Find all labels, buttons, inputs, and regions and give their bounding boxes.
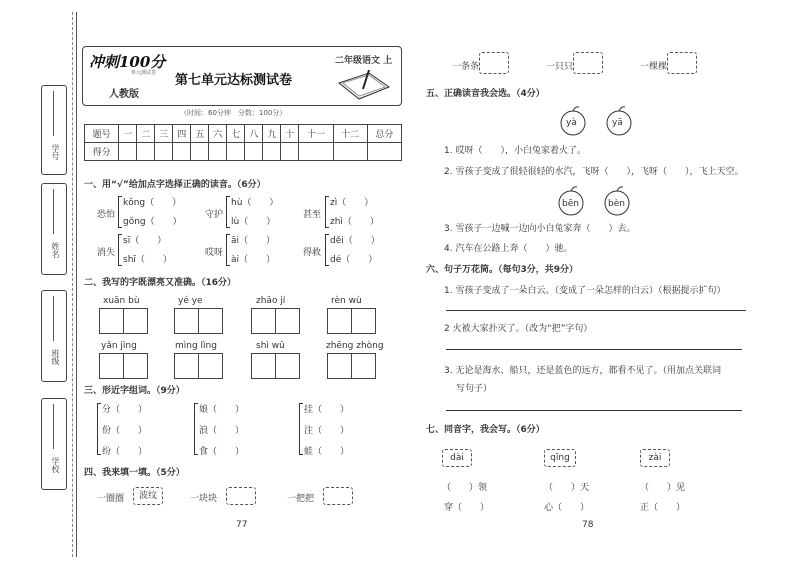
s1-option[interactable]: sī（ ）: [123, 236, 167, 246]
score-cell: 一: [119, 125, 137, 143]
s4-measure: 一圈圈: [97, 494, 125, 504]
s3-item[interactable]: 挂（ ）: [304, 405, 350, 415]
s4-answer-box[interactable]: [226, 487, 256, 505]
brand-subtitle: 单元测试卷: [131, 70, 157, 76]
score-input[interactable]: [281, 143, 299, 161]
s2-pinyin: yé ye: [178, 296, 203, 306]
s1-option[interactable]: kǒng（ ）: [123, 198, 182, 208]
s1-option[interactable]: lù（ ）: [231, 217, 276, 227]
student-id-box: [41, 85, 67, 175]
edition-label: 人教版: [109, 89, 139, 100]
s3-item[interactable]: 纷（ ）: [102, 447, 148, 457]
s2-pinyin: zhēng zhòng: [326, 341, 384, 351]
s1-option[interactable]: hù（ ）: [231, 198, 279, 208]
s6-question-cont: 写句子）: [456, 384, 493, 394]
s5-question: 2. 雪孩子变成了很轻很轻的水汽，飞呀（ ），飞呀（ ），飞上天空。: [444, 167, 744, 177]
score-cell: 十: [281, 125, 299, 143]
s7-blank[interactable]: （ ）天: [544, 483, 590, 493]
page-number-left: 77: [236, 520, 248, 530]
header-frame: [82, 46, 402, 106]
s6-question: 2 火被大家扑灭了。（改为“把”字句）: [444, 324, 593, 334]
s7-blank[interactable]: 心（ ）: [544, 503, 590, 513]
s1-option[interactable]: děi（ ）: [330, 236, 380, 246]
score-cell: 题号: [85, 125, 119, 143]
score-table: [84, 124, 402, 161]
s6-answer-line[interactable]: [446, 349, 742, 350]
score-input[interactable]: [227, 143, 245, 161]
s2-write-box[interactable]: [99, 353, 148, 379]
score-row-label: 得分: [85, 143, 119, 161]
s1-word: 守护: [205, 210, 224, 220]
score-input[interactable]: [155, 143, 173, 161]
s7-blank[interactable]: （ ）见: [640, 483, 686, 493]
score-cell: 八: [245, 125, 263, 143]
section7-title: 七、同音字，我会写。（6分）: [426, 425, 545, 435]
s1-word: 得救: [303, 248, 322, 258]
r-measure: 一只只: [546, 62, 574, 72]
s2-write-box[interactable]: [327, 308, 376, 334]
s2-write-box[interactable]: [99, 308, 148, 334]
s3-item[interactable]: 分（ ）: [102, 405, 148, 415]
score-cell: 十一: [299, 125, 333, 143]
s3-item[interactable]: 食（ ）: [199, 447, 245, 457]
s6-answer-line[interactable]: [446, 410, 742, 411]
section1-title: 一、用“√”给加点字选择正确的读音。（6分）: [84, 180, 266, 190]
s1-word: 消失: [97, 248, 116, 258]
score-input[interactable]: [245, 143, 263, 161]
s1-option[interactable]: gǒng（ ）: [123, 217, 182, 227]
s5-question: 4. 汽车在公路上奔（ ）驰。: [444, 244, 573, 254]
r-answer-box[interactable]: [573, 52, 603, 74]
s2-pinyin: zhāo jí: [256, 296, 286, 306]
score-cell: 十二: [333, 125, 367, 143]
section2-title: 二、我写的字既漂亮又准确。（16分）: [84, 278, 237, 288]
margin-line: [76, 12, 77, 557]
score-cell: 总分: [367, 125, 401, 143]
grade-label: 二年级语文 上: [335, 56, 393, 66]
s2-pinyin: shì wǔ: [256, 341, 285, 351]
r-measure: 一棵棵: [640, 62, 668, 72]
s2-pinyin: rèn wù: [331, 296, 362, 306]
s1-option[interactable]: zì（ ）: [330, 198, 374, 208]
section4-title: 四、我来填一填。（5分）: [84, 468, 185, 478]
s2-write-box[interactable]: [251, 353, 300, 379]
cut-line: [72, 12, 73, 557]
s2-pinyin: xuān bù: [103, 296, 140, 306]
name-label: 姓名: [51, 242, 60, 258]
r-measure: 一条条: [452, 62, 480, 72]
r-answer-box[interactable]: [479, 52, 509, 74]
score-input[interactable]: [119, 143, 137, 161]
s5-question: 3. 雪孩子一边喊一边向小白兔家奔（ ）去。: [444, 224, 636, 234]
s7-pinyin: dài: [442, 449, 472, 467]
s2-pinyin: yǎn jìng: [101, 341, 137, 351]
school-label: 学校: [51, 457, 60, 473]
s5-pinyin-option[interactable]: yā: [612, 118, 623, 128]
s1-option[interactable]: āi（ ）: [231, 236, 276, 246]
score-input[interactable]: [299, 143, 333, 161]
s1-option[interactable]: zhì（ ）: [330, 217, 379, 227]
section3-title: 三、形近字组词。（9分）: [84, 386, 185, 396]
s3-item[interactable]: 份（ ）: [102, 426, 148, 436]
page-number-right: 78: [582, 520, 594, 530]
s1-word: 哎呀: [205, 248, 224, 258]
s7-pinyin: qīng: [544, 449, 576, 467]
s2-write-box[interactable]: [251, 308, 300, 334]
s5-pinyin-option[interactable]: yà: [566, 118, 577, 128]
score-cell: 五: [191, 125, 209, 143]
student-id-label: 学号: [51, 144, 60, 160]
s3-item[interactable]: 注（ ）: [304, 426, 350, 436]
s2-write-box[interactable]: [174, 308, 223, 334]
score-cell: 六: [209, 125, 227, 143]
score-cell: 三: [155, 125, 173, 143]
s1-option[interactable]: shī（ ）: [123, 255, 172, 265]
s5-question: 1. 哎呀（ ），小白兔家着火了。: [444, 146, 586, 156]
s7-blank[interactable]: 正（ ）: [640, 503, 686, 513]
section6-title: 六、句子万花筒。（每句3分，共9分）: [426, 265, 579, 275]
s3-item[interactable]: 娘（ ）: [199, 405, 245, 415]
score-cell: 七: [227, 125, 245, 143]
time-info: （时间：60分钟 分数：100分）: [180, 109, 287, 117]
score-cell: 二: [137, 125, 155, 143]
s6-question: 3. 无论是海水、船只，还是蓝色的远方，都看不见了。（用加点关联词: [444, 366, 721, 376]
score-input[interactable]: [263, 143, 281, 161]
class-label: 班级: [51, 349, 60, 365]
score-cell: 四: [173, 125, 191, 143]
score-input[interactable]: [191, 143, 209, 161]
score-input[interactable]: [367, 143, 401, 161]
s1-option[interactable]: ài（ ）: [231, 255, 276, 265]
s5-pinyin-option[interactable]: bēn: [562, 199, 579, 209]
s3-item[interactable]: 浪（ ）: [199, 426, 245, 436]
s6-answer-line[interactable]: [446, 310, 746, 311]
s1-word: 甚至: [303, 210, 322, 220]
score-input[interactable]: [173, 143, 191, 161]
s4-answer-box[interactable]: [323, 487, 353, 505]
score-input[interactable]: [209, 143, 227, 161]
section5-title: 五、正确读音我会选。（4分）: [426, 89, 545, 99]
name-box: [41, 183, 67, 275]
s2-write-box[interactable]: [327, 353, 376, 379]
s2-pinyin: mìng lìng: [175, 341, 217, 351]
s6-question: 1. 雪孩子变成了一朵白云。（变成了一朵怎样的白云）（根据提示扩句）: [444, 286, 726, 296]
score-cell: 九: [263, 125, 281, 143]
brand-logo: 冲刺100分: [89, 53, 166, 71]
s7-blank[interactable]: 穿（ ）: [444, 503, 490, 513]
s3-item[interactable]: 蛙（ ）: [304, 447, 350, 457]
s1-option[interactable]: dé（ ）: [330, 255, 378, 265]
school-box: [41, 398, 67, 490]
exam-title: 第七单元达标测试卷: [175, 73, 293, 88]
s7-pinyin: zài: [640, 449, 670, 467]
s7-blank[interactable]: （ ）领: [442, 483, 488, 493]
s4-answer-box[interactable]: 波纹: [133, 487, 163, 505]
score-input[interactable]: [137, 143, 155, 161]
s5-pinyin-option[interactable]: bèn: [608, 199, 625, 209]
s1-word: 恐怕: [97, 210, 116, 220]
r-answer-box[interactable]: [667, 52, 697, 74]
s4-measure: 一块块: [190, 494, 218, 504]
score-input[interactable]: [333, 143, 367, 161]
s2-write-box[interactable]: [174, 353, 223, 379]
s4-measure: 一把把: [287, 494, 315, 504]
book-illustration-icon: [335, 67, 391, 101]
class-box: [41, 290, 67, 382]
